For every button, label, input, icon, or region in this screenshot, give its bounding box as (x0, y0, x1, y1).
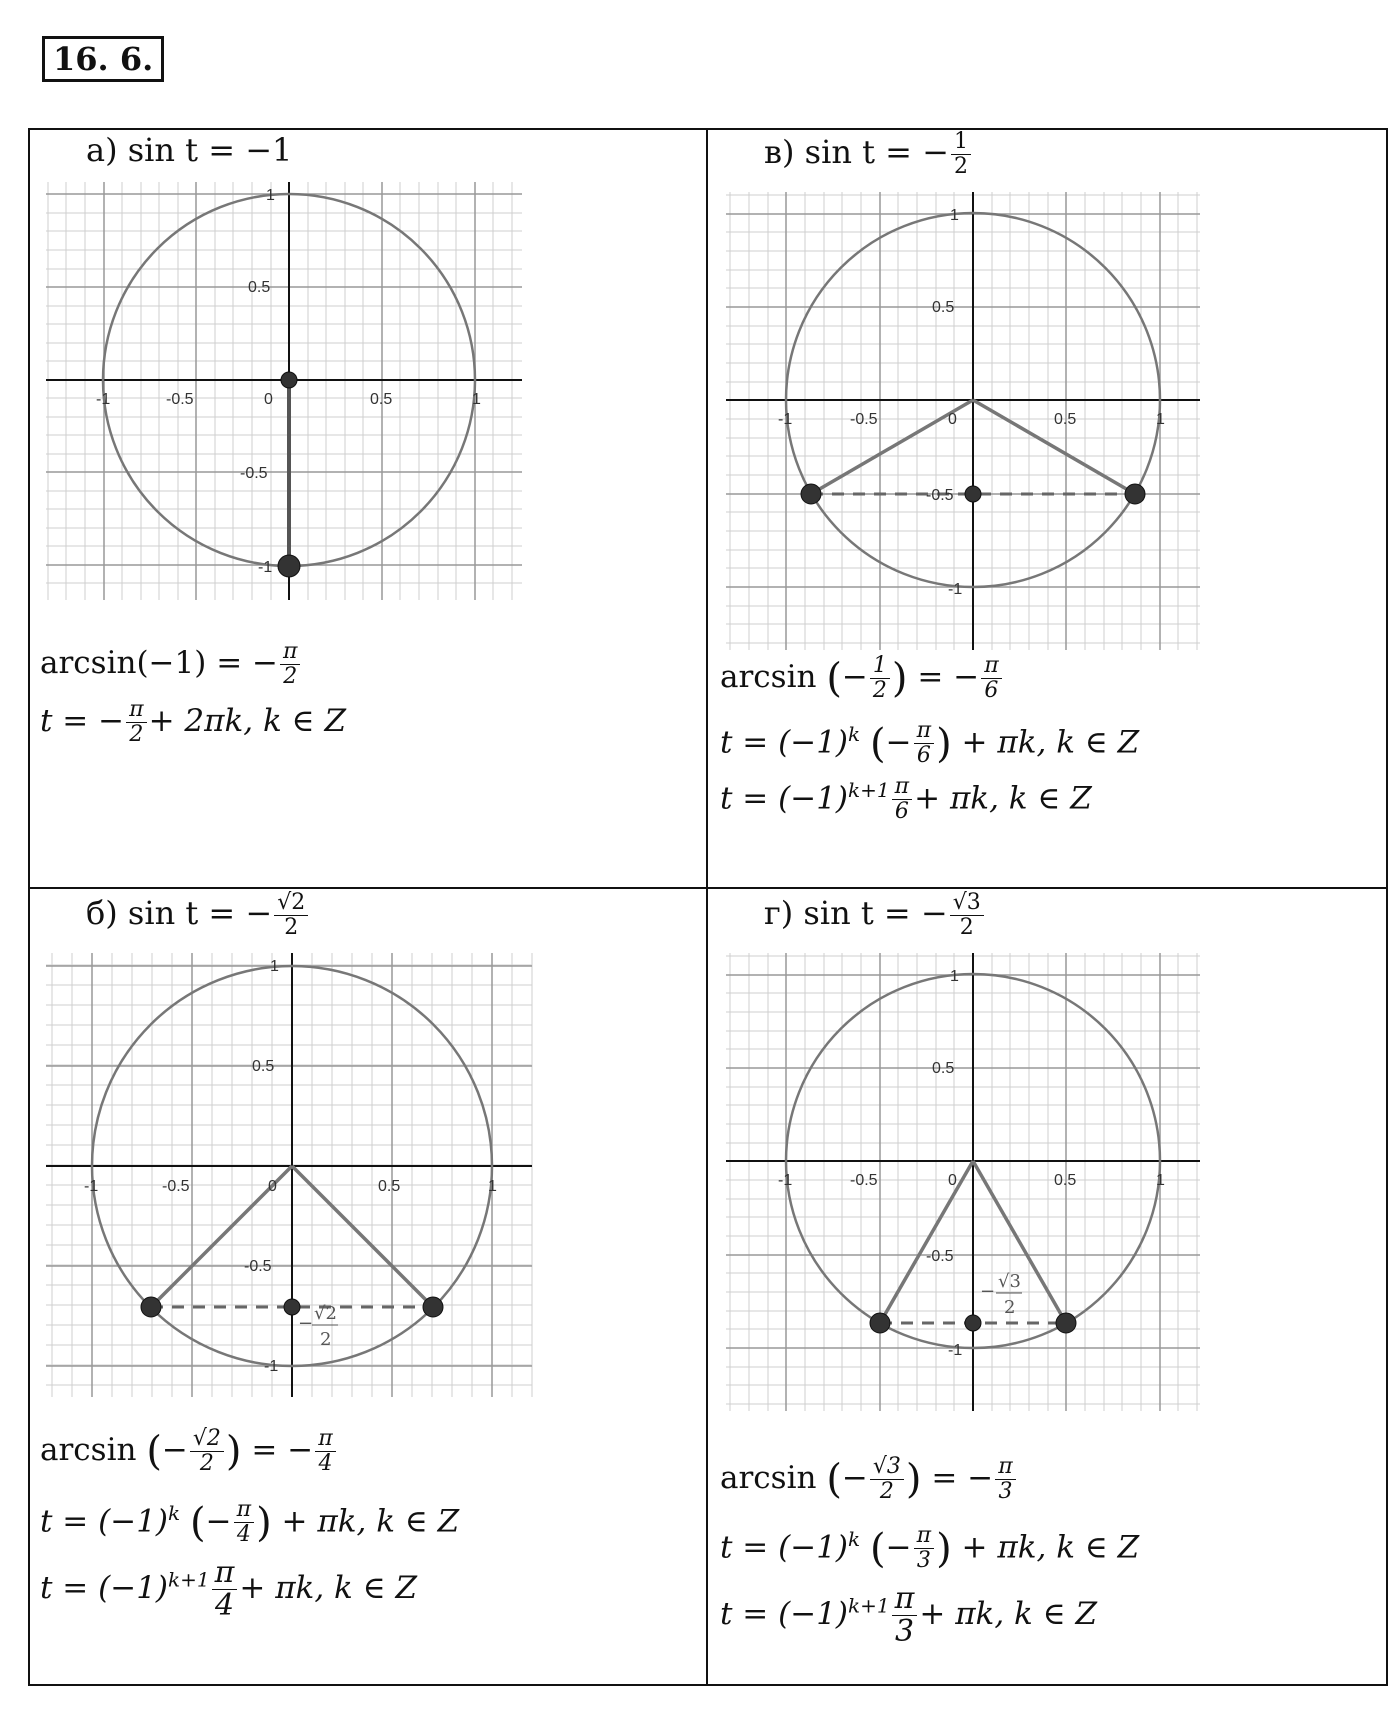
panel-b-unit-circle (42, 951, 534, 1399)
panel-g (708, 889, 1388, 1686)
panel-g-tick-x-m05: -0.5 (850, 1172, 878, 1189)
panel-g-arcsin-inner-fraction (870, 1455, 904, 1504)
panel-g-tick-x-p05: 0.5 (1054, 1172, 1077, 1189)
panel-b-tick-x-p05: 0.5 (378, 1178, 401, 1195)
panel-b-point-label-den: 2 (320, 1329, 332, 1350)
panel-v-solution-2 (720, 770, 1092, 824)
panel-g-tick-zero: 0 (948, 1172, 957, 1189)
panel-b-arcsin-eq: = − (251, 1432, 314, 1468)
panel-v-tick-x-m05: -0.5 (850, 411, 878, 428)
panel-g-tick-x-p1: 1 (1156, 1172, 1165, 1189)
panel-b-tick-x-m1: -1 (84, 1178, 99, 1195)
panel-v-sol1-fraction (914, 719, 934, 768)
panel-a-equation: sin t = −1 (127, 131, 293, 169)
panel-g-unit-circle (722, 951, 1202, 1413)
panel-v-arcsin-result-num: π (981, 654, 1001, 679)
panel-b-solution-2 (40, 1557, 417, 1622)
panel-g-arcsin-result-num: π (995, 1455, 1015, 1480)
panel-v-sol2-fraction (892, 775, 912, 824)
panel-g-sol1-exp: k (848, 1527, 861, 1551)
panel-a-tick-y-05: 0.5 (248, 279, 271, 296)
panel-g-sol1-fraction (914, 1524, 934, 1573)
panel-g-arcsin-prefix: arcsin (720, 1460, 817, 1496)
panel-v-sol2-exp: k+1 (848, 778, 890, 802)
panel-b-sol1-den: 4 (236, 1522, 251, 1548)
panel-v-tick-x-m1: -1 (778, 411, 793, 428)
panel-b-tick-y-m05: -0.5 (244, 1258, 272, 1275)
panel-g-arcsin-result-den: 3 (998, 1479, 1013, 1504)
panel-g-arcsin-inner-num: √3 (870, 1455, 904, 1480)
panel-v-sol1-den: 6 (916, 743, 931, 769)
panel-g-tick-x-m1: -1 (778, 1172, 793, 1189)
panel-b-arcsin-inner-sign: − (161, 1432, 188, 1468)
panel-b-arcsin: arcsin (− $\frac{√2}{2}$ ) = − $\frac{\pi}{4}$ (40, 1427, 338, 1476)
panel-g-equation-prefix: sin t = − (803, 894, 948, 932)
panel-g-tick-y-m1: -1 (948, 1342, 963, 1359)
panel-a-tick-x-m1: -1 (96, 391, 111, 408)
panel-b-arcsin-inner-fraction (190, 1427, 224, 1476)
panel-b-sol2-suffix: + πk, k ∈ Z (239, 1570, 418, 1606)
panel-v-point-left (801, 484, 821, 504)
panel-v-tick-y-05: 0.5 (932, 299, 955, 316)
panel-b-sol2-den: 4 (214, 1588, 235, 1623)
panel-v-sol1-num: π (914, 719, 934, 744)
panel-g-sol1-prefix: t = (−1) (720, 1529, 849, 1566)
panel-v-arcsin-inner-den: 2 (872, 678, 887, 703)
panel-g-arcsin-eq: = − (931, 1460, 994, 1496)
panel-v-equation-num: 1 (951, 130, 971, 155)
panel-b-sol1-num: π (234, 1498, 254, 1523)
panel-a-arcsin-text: arcsin(−1) = − (40, 645, 278, 681)
panel-g-sol1-num: π (914, 1524, 934, 1549)
panel-a-arcsin-den: 2 (283, 664, 298, 689)
panel-g-sol2-fraction (892, 1583, 918, 1648)
panel-g-solution-1: $t = (-1)^k$ (− $\frac{\pi}{3}$ ) + πk, k ∈ Z (720, 1523, 1140, 1574)
panel-v-unit-circle (722, 190, 1202, 652)
panel-b-sol2-prefix: t = (−1) (40, 1570, 169, 1606)
panel-a-solution-den: 2 (129, 722, 144, 747)
panel-v-tick-y-m1: -1 (948, 581, 963, 598)
panel-b-equation-fraction (274, 891, 308, 940)
panel-v-heading (764, 130, 973, 179)
task-number: 16. 6. (42, 36, 164, 82)
panel-b-sol2-fraction (212, 1557, 238, 1622)
panel-a-tick-x-p1: 1 (472, 391, 481, 408)
panel-b-arcsin-inner-den: 2 (199, 1451, 214, 1476)
panel-g-equation-num: √3 (950, 891, 984, 916)
panel-g-arcsin-result (995, 1455, 1015, 1504)
panel-g-equation-fraction (950, 891, 984, 940)
panel-v-sol1-prefix: t = (−1) (720, 724, 849, 761)
panel-b-letter: б) (86, 894, 118, 932)
panel-a-arcsin-num: π (280, 640, 300, 665)
panel-v-tick-y-1: 1 (950, 207, 959, 224)
panel-v-equation-fraction (951, 130, 971, 179)
panel-b-arcsin-result-den: 4 (318, 1451, 333, 1476)
panel-g-point-center (965, 1315, 981, 1331)
panel-v-sol1-exp: k (848, 722, 861, 746)
panel-g-heading (764, 891, 986, 940)
panel-b-arcsin-result (315, 1427, 335, 1476)
panel-g-point-label-sign: − (980, 1281, 996, 1302)
panel-v-tick-zero: 0 (948, 411, 957, 428)
panel-g-equation-den: 2 (959, 915, 974, 940)
panel-b-point-left (141, 1297, 161, 1317)
panel-a-arcsin-fraction (280, 640, 300, 689)
panel-a-tick-x-m05: -0.5 (166, 391, 194, 408)
panel-g-point-right (1056, 1313, 1076, 1333)
panel-b-point-right (423, 1297, 443, 1317)
panel-a-tick-x-p05: 0.5 (370, 391, 393, 408)
panel-g-sol2-prefix: t = (−1) (720, 1596, 849, 1632)
panel-b-sol1-exp: k (168, 1501, 181, 1525)
panel-b-sol2-exp: k+1 (168, 1567, 210, 1592)
panel-b-tick-y-m1: -1 (264, 1358, 279, 1375)
panel-a-solution-prefix: t = − (40, 703, 125, 739)
panel-v-arcsin-inner-fraction (870, 654, 890, 703)
panel-a-letter: а) (86, 131, 118, 169)
panel-g-arcsin-inner-sign: − (841, 1460, 868, 1496)
panel-v-arcsin-result-den: 6 (984, 678, 999, 703)
panel-v-arcsin-result (981, 654, 1001, 703)
panel-g-point-label-num: √3 (998, 1271, 1021, 1292)
panel-b-arcsin-prefix: arcsin (40, 1432, 137, 1468)
panel-b-equation-prefix: sin t = − (127, 894, 273, 932)
panel-v-point-right (1125, 484, 1145, 504)
panel-g-tick-y-m05: -0.5 (926, 1248, 954, 1265)
panel-v-sol2-num: π (892, 775, 912, 800)
panel-v-sol2-den: 6 (894, 799, 909, 825)
panel-g-tick-y-1: 1 (950, 968, 959, 985)
panel-a-unit-circle (42, 180, 526, 602)
panel-g-sol2-num: π (892, 1583, 918, 1616)
panel-v-arcsin-inner-num: 1 (870, 654, 890, 679)
panel-a-tick-y-m1: -1 (258, 559, 273, 576)
panel-a-solution-fraction (126, 698, 146, 747)
panel-g-tick-y-05: 0.5 (932, 1060, 955, 1077)
panel-b-sol1-suffix: + πk, k ∈ Z (281, 1503, 460, 1540)
panel-a-arcsin (40, 640, 302, 689)
panel-v-sol2-suffix: + πk, k ∈ Z (914, 780, 1092, 817)
panel-v-sol1-suffix: + πk, k ∈ Z (961, 724, 1140, 761)
panel-a-grid (46, 182, 522, 600)
panel-b-equation-den: 2 (284, 915, 299, 940)
panel-v-equation-prefix: sin t = − (804, 133, 949, 171)
panel-b-sol1-prefix: t = (−1) (40, 1503, 169, 1540)
panel-b-sol1-inner-sign: − (205, 1503, 232, 1540)
panel-v-arcsin-inner-sign: − (841, 659, 868, 695)
panel-g-arcsin-inner-den: 2 (879, 1479, 894, 1504)
panel-a-solution-num: π (126, 698, 146, 723)
panel-v (708, 128, 1388, 887)
panel-g-letter: г) (764, 894, 794, 932)
panel-b-point-label-num: √2 (314, 1303, 337, 1324)
panel-v-solution-1: $t = (-1)^k$ (− $\frac{\pi}{6}$ ) + πk, k ∈ Z (720, 718, 1140, 769)
panel-v-tick-y-m05: -0.5 (926, 487, 954, 504)
panel-b-tick-zero: 0 (268, 1178, 277, 1195)
panel-b-tick-y-1: 1 (270, 958, 279, 975)
panel-b-sol2-num: π (212, 1557, 238, 1590)
panel-b-sol1-fraction (234, 1498, 254, 1547)
panel-a-tick-zero: 0 (264, 391, 273, 408)
panel-g-point-label-den: 2 (1004, 1297, 1016, 1318)
panel-v-tick-x-p05: 0.5 (1054, 411, 1077, 428)
panel-v-point-center (965, 486, 981, 502)
panel-b-point-label-sign: − (298, 1313, 314, 1334)
panel-v-arcsin-prefix: arcsin (720, 659, 817, 695)
panel-g-sol1-den: 3 (916, 1548, 931, 1574)
panel-v-sol2-prefix: t = (−1) (720, 780, 849, 817)
panel-b-equation-num: √2 (274, 891, 308, 916)
panel-g-sol1-suffix: + πk, k ∈ Z (961, 1529, 1140, 1566)
panel-a (28, 128, 706, 887)
panel-g-sol2-suffix: + πk, k ∈ Z (919, 1596, 1098, 1632)
panel-b (28, 889, 706, 1686)
panel-b-tick-x-m05: -0.5 (162, 1178, 190, 1195)
panel-a-heading (86, 132, 292, 168)
panel-b-tick-y-05: 0.5 (252, 1058, 275, 1075)
panel-b-arcsin-inner-num: √2 (190, 1427, 224, 1452)
panel-b-arcsin-result-num: π (315, 1427, 335, 1452)
panel-v-tick-x-p1: 1 (1156, 411, 1165, 428)
panel-g-sol2-den: 3 (894, 1614, 915, 1649)
panel-g-arcsin: arcsin (− $\frac{√3}{2}$ ) = − $\frac{\pi}{3}$ (720, 1455, 1018, 1504)
panel-v-letter: в) (764, 133, 795, 171)
panel-a-solution (40, 698, 346, 747)
panel-b-heading (86, 891, 310, 940)
panel-v-arcsin-eq: = − (917, 659, 980, 695)
panel-g-sol2-exp: k+1 (848, 1593, 890, 1618)
panel-g-sol1-inner-sign: − (885, 1529, 912, 1566)
panel-b-tick-x-p1: 1 (488, 1178, 497, 1195)
panel-v-sol1-inner-sign: − (885, 724, 912, 761)
panel-a-tick-y-1: 1 (266, 187, 275, 204)
panel-a-tick-y-m05: -0.5 (240, 465, 268, 482)
panel-a-solution-point (278, 555, 300, 577)
panel-g-point-left (870, 1313, 890, 1333)
panel-v-arcsin: arcsin (− $\frac{1}{2}$ ) = − $\frac{\pi}{6}$ (720, 654, 1004, 703)
panel-a-origin-point (281, 372, 297, 388)
panel-v-equation-den: 2 (953, 154, 968, 179)
panel-a-solution-suffix: + 2πk, k ∈ Z (148, 703, 346, 739)
panel-b-solution-1: $t = (-1)^k$ (− $\frac{\pi}{4}$ ) + πk, k ∈ Z (40, 1497, 460, 1548)
panel-g-solution-2 (720, 1583, 1097, 1648)
